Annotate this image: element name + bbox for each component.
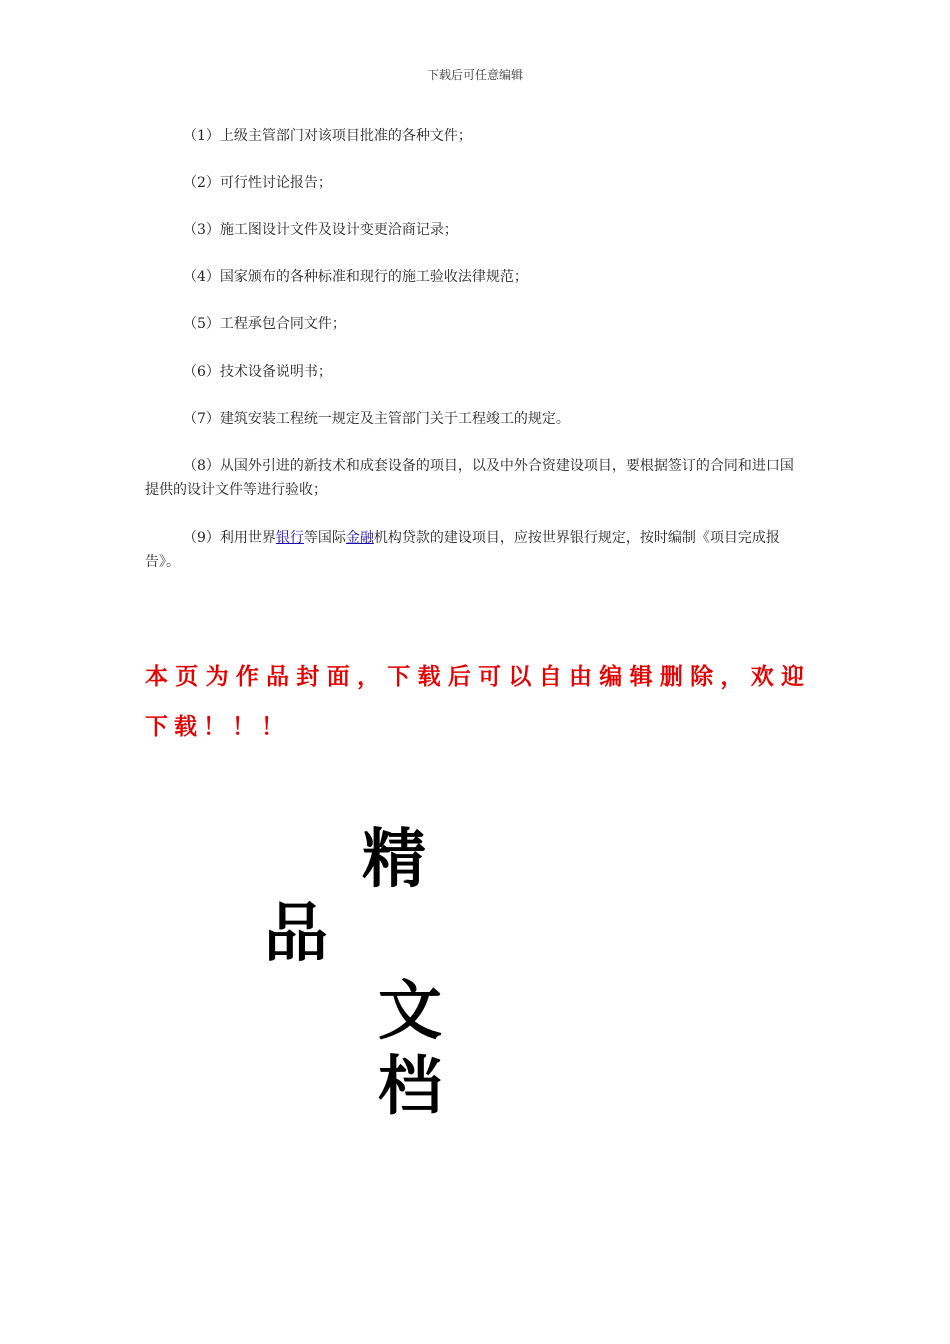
list-item: （2）可行性讨论报告；: [183, 175, 332, 191]
item-text: 机构贷款的建设项目，应按世界银行规定，按时编制《项目完成报告》。: [145, 530, 780, 570]
list-item: （5）工程承包合同文件；: [183, 316, 346, 332]
list-item: （4）国家颁布的各种标准和现行的施工验收法律规范；: [183, 269, 528, 285]
download-notice: 本页为作品封面，下载后可以自由编辑删除，欢迎下载！！！: [145, 664, 810, 740]
list-item: （8）从国外引进的新技术和成套设备的项目，以及中外合资建设项目，要根据签订的合同和进口国提供的设计文件等进行验收；: [145, 458, 794, 498]
list-item: [145, 526, 807, 574]
cover-char: 精: [362, 823, 426, 897]
cover-char: 档: [378, 1050, 442, 1124]
list-item: （7）建筑安装工程统一规定及主管部门关于工程竣工的规定。: [183, 411, 570, 427]
item-text: 等国际: [303, 530, 346, 546]
item-text: （9）利用世界: [183, 530, 276, 546]
page-header: 下载后可任意编辑: [426, 68, 523, 82]
bank-link[interactable]: 银行: [275, 530, 304, 546]
list-item: （3）施工图设计文件及设计变更洽商记录；: [183, 222, 458, 238]
list-item: （1）上级主管部门对该项目批准的各种文件；: [183, 128, 472, 144]
finance-link[interactable]: 金融: [345, 530, 374, 546]
list-item: （6）技术设备说明书；: [183, 364, 332, 380]
cover-char: 品: [264, 897, 328, 971]
cover-char: 文: [378, 975, 442, 1049]
